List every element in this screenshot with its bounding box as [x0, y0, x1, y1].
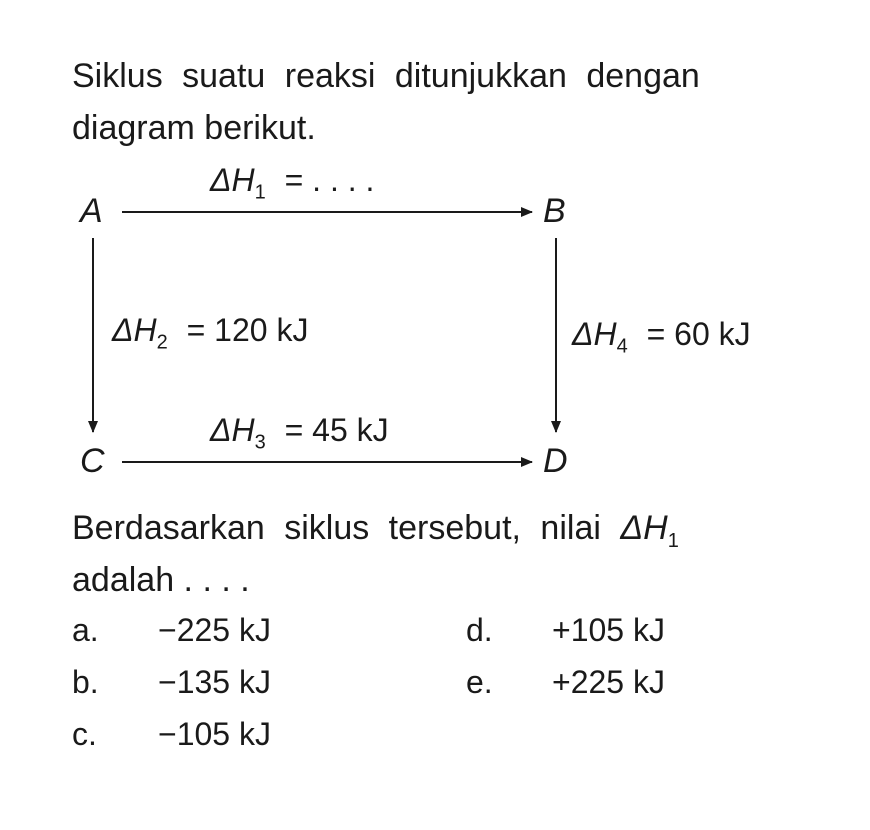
- option-e[interactable]: [466, 664, 665, 701]
- prompt-delta-sub: 1: [667, 529, 679, 552]
- dh1-value: = . . . .: [284, 162, 375, 198]
- option-b-letter: b.: [72, 664, 99, 700]
- option-a-letter: a.: [72, 612, 99, 648]
- option-c-letter: c.: [72, 716, 97, 752]
- intro-line-1: Siklus suatu reaksi ditunjukkan dengan: [72, 57, 700, 95]
- option-b-value: −135 kJ: [158, 664, 271, 700]
- dh2-value: = 120 kJ: [186, 312, 309, 348]
- dh2-symbol: ΔH: [112, 312, 157, 348]
- label-dh3: [210, 412, 389, 454]
- node-c: C: [80, 442, 105, 480]
- option-a[interactable]: [72, 612, 271, 649]
- option-e-letter: e.: [466, 664, 493, 700]
- dh2-sub: 2: [156, 331, 168, 354]
- prompt-line-1: [72, 508, 679, 553]
- dh4-sub: 4: [616, 335, 628, 358]
- option-c[interactable]: [72, 716, 271, 753]
- dh3-value: = 45 kJ: [284, 412, 389, 448]
- option-b[interactable]: [72, 664, 271, 701]
- option-d-letter: d.: [466, 612, 493, 648]
- label-dh2: [112, 312, 308, 354]
- dh4-symbol: ΔH: [572, 316, 617, 352]
- node-b: B: [543, 192, 566, 230]
- option-c-value: −105 kJ: [158, 716, 271, 752]
- option-e-value: +225 kJ: [552, 664, 665, 700]
- dh4-value: = 60 kJ: [646, 316, 751, 352]
- option-d-value: +105 kJ: [552, 612, 665, 648]
- prompt-line-2: adalah . . . .: [72, 561, 250, 599]
- node-d: D: [543, 442, 568, 480]
- dh1-symbol: ΔH: [210, 162, 255, 198]
- label-dh4: [572, 316, 751, 358]
- dh3-symbol: ΔH: [210, 412, 255, 448]
- node-a: A: [80, 192, 103, 230]
- option-a-value: −225 kJ: [158, 612, 271, 648]
- label-dh1: [210, 162, 374, 204]
- prompt-text: Berdasarkan siklus tersebut, nilai: [72, 509, 621, 547]
- dh3-sub: 3: [254, 431, 266, 454]
- option-d[interactable]: [466, 612, 665, 649]
- prompt-delta-symbol: ΔH: [620, 509, 668, 547]
- intro-line-2: diagram berikut.: [72, 109, 316, 147]
- dh1-sub: 1: [254, 181, 266, 204]
